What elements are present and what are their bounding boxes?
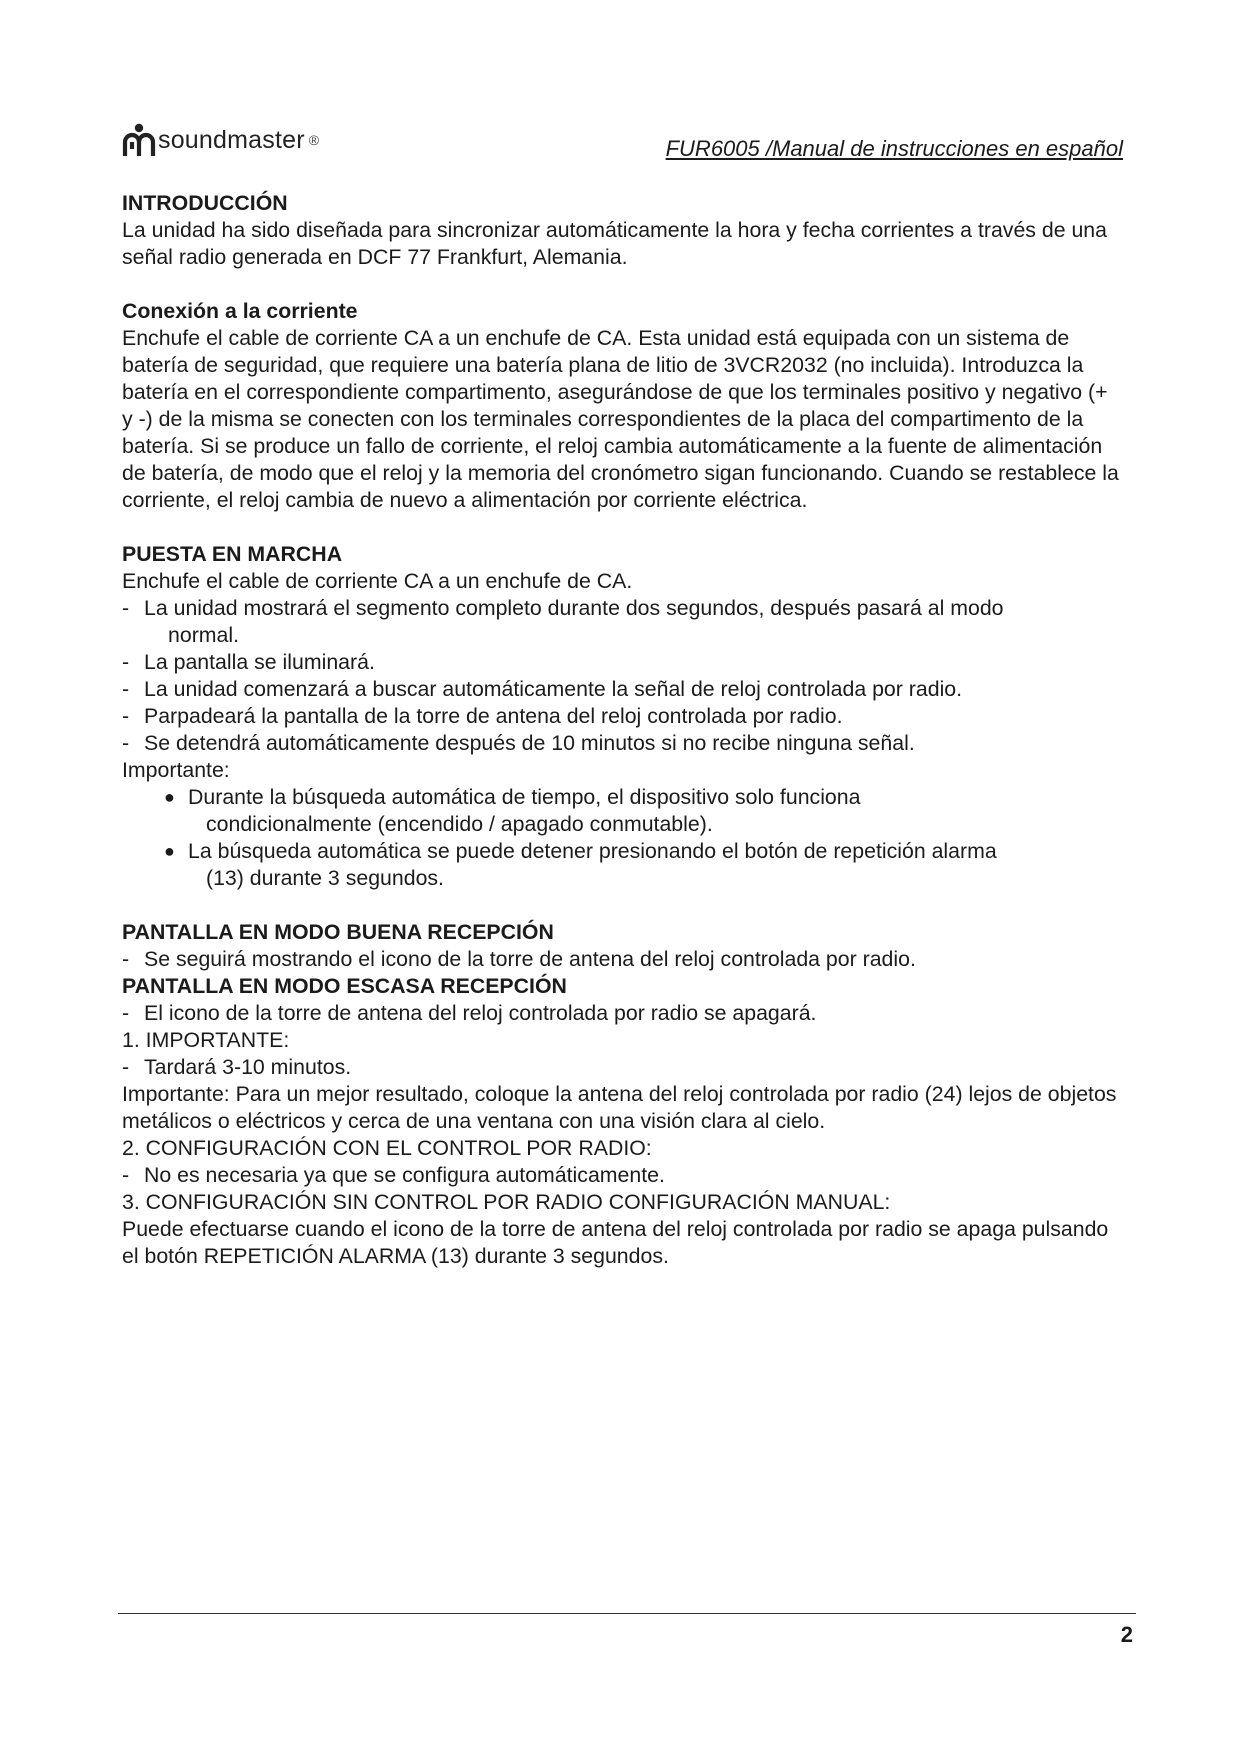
poor-reception-heading: PANTALLA EN MODO ESCASA RECEPCIÓN (122, 974, 567, 998)
startup-heading: PUESTA EN MARCHA (122, 542, 343, 566)
footer-divider (118, 1613, 1136, 1614)
bullet-text: Durante la búsqueda automática de tiempo, el dispositivo solo funciona (188, 785, 861, 809)
list-item-text: Se detendrá automáticamente después de 10 minutos si no recibe ninguna señal. (144, 731, 915, 755)
list-item: - La unidad comenzará a buscar automáticamente la señal de reloj controlada por radio. (122, 676, 1122, 703)
document-title: FUR6005 /Manual de instrucciones en español (665, 136, 1123, 161)
list-item: - La pantalla se iluminará. (122, 649, 1122, 676)
good-reception-heading: PANTALLA EN MODO BUENA RECEPCIÓN (122, 920, 554, 944)
important-text: Importante: Para un mejor resultado, coloque la antena del reloj controlada por radio (24) lejos de objetos metálicos o eléctricos y cerca de una ventana con una visión clara al cielo. (122, 1082, 1117, 1133)
list-item: - Se detendrá automáticamente después de 10 minutos si no recibe ninguna señal. (122, 730, 1122, 757)
list-item-text: La unidad mostrará el segmento completo durante dos segundos, después pasará al modo (144, 596, 1004, 620)
intro-heading: INTRODUCCIÓN (122, 191, 288, 215)
bullet-text: La búsqueda automática se puede detener presionando el botón de repetición alarma (188, 839, 997, 863)
bullet-item (164, 784, 1122, 838)
step-3-text: Puede efectuarse cuando el icono de la torre de antena del reloj controlada por radio se apaga pulsando el botón REPETICIÓN ALARMA (13) durante 3 segundos. (122, 1217, 1109, 1268)
important-bullets (122, 784, 1122, 892)
list-item: - Tardará 3-10 minutos. (122, 1054, 1122, 1081)
list-item-text: No es necesaria ya que se configura automáticamente. (144, 1163, 665, 1187)
manual-content (122, 190, 1122, 1270)
bullet-continuation: (13) durante 3 segundos. (206, 866, 444, 890)
important-label: Importante: (122, 758, 230, 782)
step-3-heading: 3. CONFIGURACIÓN SIN CONTROL POR RADIO CONFIGURACIÓN MANUAL: (122, 1190, 891, 1214)
list-item: - La unidad mostrará el segmento completo durante dos segundos, después pasará al modo normal. (122, 595, 1122, 649)
bullet-continuation: condicionalmente (encendido / apagado conmutable). (206, 812, 713, 836)
list-item-text: El icono de la torre de antena del reloj controlada por radio se apagará. (144, 1001, 817, 1025)
list-item: - Se seguirá mostrando el icono de la torre de antena del reloj controlada por radio. (122, 946, 1122, 973)
soundmaster-logo-icon (122, 122, 156, 158)
startup-list (122, 595, 1122, 757)
list-item-text: La pantalla se iluminará. (144, 650, 375, 674)
bullet-icon: ● (164, 841, 175, 861)
brand-logo (122, 122, 319, 158)
list-item: - No es necesaria ya que se configura automáticamente. (122, 1162, 1122, 1189)
registered-mark: ® (308, 132, 320, 148)
list-item: - Parpadeará la pantalla de la torre de antena del reloj controlada por radio. (122, 703, 1122, 730)
brand-name: soundmaster (158, 125, 305, 154)
list-item-text: Parpadeará la pantalla de la torre de antena del reloj controlada por radio. (144, 704, 843, 728)
list-item-text: Se seguirá mostrando el icono de la torre de antena del reloj controlada por radio. (144, 947, 916, 971)
intro-text: La unidad ha sido diseñada para sincronizar automáticamente la hora y fecha corrientes a través de una señal radio generada en DCF 77 Frankfurt, Alemania. (122, 218, 1107, 269)
list-item-text: La unidad comenzará a buscar automáticamente la señal de reloj controlada por radio. (144, 677, 963, 701)
power-text: Enchufe el cable de corriente CA a un enchufe de CA. Esta unidad está equipada con un sistema de batería de seguridad, que requiere una batería plana de litio de 3VCR2032 (no incluida). Introduzca la batería en el correspondiente compartimento, asegurándose de que los terminales positivo y negativo (+ y -) de la misma se conecten con los terminales correspondientes de la placa del compartimento de la batería. Si se produce un fallo de corriente, el reloj cambia automáticamente a la fuente de alimentación de batería, de modo que el reloj y la memoria del cronómetro sigan funcionando. Cuando se restablece la corriente, el reloj cambia de nuevo a alimentación por corriente eléctrica. (122, 326, 1119, 512)
page-number: 2 (1120, 1622, 1133, 1647)
startup-intro: Enchufe el cable de corriente CA a un enchufe de CA. (122, 569, 633, 593)
step-2-heading: 2. CONFIGURACIÓN CON EL CONTROL POR RADIO: (122, 1136, 652, 1160)
list-item-continuation: normal. (168, 623, 240, 647)
list-item: - El icono de la torre de antena del reloj controlada por radio se apagará. (122, 1000, 1122, 1027)
step-1-heading: 1. IMPORTANTE: (122, 1028, 290, 1052)
power-heading: Conexión a la corriente (122, 299, 358, 323)
bullet-icon: ● (164, 787, 175, 807)
bullet-item (164, 838, 1122, 892)
list-item-text: Tardará 3-10 minutos. (144, 1055, 352, 1079)
